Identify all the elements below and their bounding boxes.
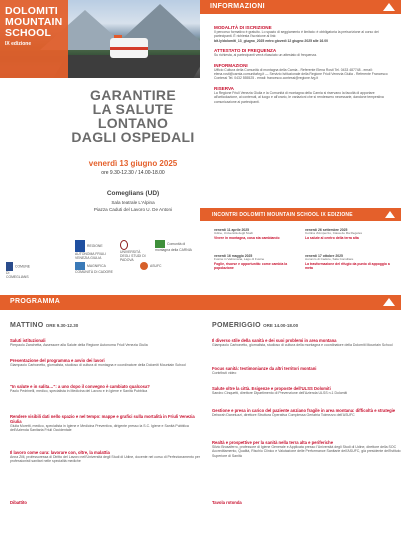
mountain-icon (383, 3, 395, 11)
info-heading: RISERVA (214, 85, 234, 91)
event-venue: Sala teatrale L'Alpina (111, 200, 155, 205)
programma-item: Saluti istituzionali Pierpaolo Zanchetta, Assessore alla Salute della Regione Autonoma Friuli Venezia Giulia (10, 338, 148, 347)
registration-link[interactable]: bit.ly/dolomiti_13_giugno_2025 entro giovedì 12 giugno 2025 alle 16.00 (214, 38, 328, 43)
event-address: Piazza Caduti del Lavoro U. De Antoni (93, 207, 173, 212)
logo-montagna: Comunità di montagna della CARNIA (155, 241, 192, 252)
edition-label: IX edizione (5, 41, 32, 47)
info-text: La Regione Friuli Venezia Giulia e la Comunità di montagna della Carnia si riservano la facoltà di apportare all'articolazione, ai contenuti, al luogo e all'orario, le variazioni che si rendessero necessarie, dandone tempestiva comunicazione ai partecipanti. (214, 90, 384, 104)
headline (68, 88, 198, 144)
info-heading: INFORMAZIONI (214, 62, 248, 68)
incontri-title: INCONTRI DOLOMITI MOUNTAIN SCHOOL IX EDIZIONE (212, 211, 353, 218)
info-text: Il percorso formativo è gratuito. Lo spazio di seggiamento è limitato: è obbligatoria la preiscrizione al corso dei partecipanti. È richiesta l'iscrizione al link: (214, 30, 379, 39)
headline-line: GARANTIRE (90, 87, 176, 103)
programma-item: Realtà e prospettive per la sanità nella terra alta e periferiche Silvio Brusaferro, professore di Igiene Generale e Applicata presso l'Università degli Studi di Udine, direttore della SOC Accreditamento, Qualità, Rischio Clinico e Valutazione delle Performance Sanitarie dell'ASUFC, già presidente dell'Istituto Superiore di Sanità (212, 440, 401, 458)
incontri-header-bar (200, 208, 401, 221)
logo-magnifica: MAGNIFICA COMUNITÀ DI CADORE (75, 263, 113, 274)
programma-item: Rendere visibili dati nello spazio e nel tempo: mappe e grafici sulla mortalità in Friuli Venezia Giulia Giulia Moretti, medico, specialista in Igiene e Medicina Preventiva, dirigente presso la S.C. Igiene e Sanità Pubblica dell'Azienda Sanitaria Friuli Occidentale (10, 414, 195, 433)
programma-header-bar (0, 295, 401, 310)
session-pomeriggio: POMERIGGIO ORE 14.00-18.00 (212, 322, 299, 329)
programma-item: Presentazione del programma e avvio dei lavori Giampaolo Carbonetto, giornalista, studioso di cultura di montagna e coordinatore della Dolomiti Mountain School (10, 358, 186, 367)
info-heading: ATTESTATO DI FREQUENZA (214, 48, 277, 54)
headline-line: DAGLI OSPEDALI (71, 129, 195, 145)
info-header-bar (200, 0, 401, 14)
info-heading: MODALITÀ DI ISCRIZIONE (214, 25, 272, 30)
incontro-event: venerdì 11 aprile 2025 Udine, Università degli Studi Vivere in montagna, cosa sta cambiando (214, 228, 280, 240)
event-date: venerdì 13 giugno 2025 (88, 159, 178, 168)
programma-item: Focus sanità: testimonianze da altri territori montani Contributi video (212, 366, 317, 375)
event-title-line: DOLOMITI (5, 5, 58, 17)
incontro-event: venerdì 16 maggio 2025 Fusine in Valromana, Lago di Fusine Foglie, risorse e opportunità: come cambia la popolazione (214, 254, 288, 270)
incontro-event: venerdì 17 ottobre 2025 Auronzo di Cadore, Sala Consiliare La trasformazione del rifugio da punto di appoggio a meta (305, 254, 390, 270)
event-time: ore 9.30-12.30 / 14.00-18.00 (101, 170, 165, 176)
event-title-block (0, 0, 68, 78)
programma-title: PROGRAMMA (10, 298, 61, 305)
incontro-event: venerdì 26 settembre 2025 Cortina d'Ampezzo, Ciasa de Ra Regoles La salute al centro della terra alta (305, 228, 362, 240)
logo-asufc: ASUFC (140, 262, 180, 270)
programma-item: Il diverso stile della sanità e dei suoi problemi in area montana Giampaolo Carbonetto, giornalista, studioso di cultura della montagna e coordinatore della Dolomiti Mountain School (212, 338, 393, 347)
event-title-line: SCHOOL (5, 27, 52, 39)
session-mattino: MATTINO ORE 9.30-12.30 (10, 322, 79, 329)
event-title-line: MOUNTAIN (5, 16, 63, 28)
programma-item: Dibattito (10, 500, 27, 505)
mountain-icon (385, 211, 395, 218)
headline-line: LONTANO (97, 115, 169, 131)
info-text: Ufficio Cultura della Comunità di montagna della Carnia - Referente Elena Rosti Tel. 0433 487748 - email: elena.rosti@carnia.comunitafvg.it — Servizio Istituzionale della Regione Friuli Venezia Giulia - Referente Francesco Contessi Tel. 0432 555525 - email: francesco.contessi@regione.fvg.it (214, 67, 388, 81)
logo-universita: UNIVERSITÀ DEGLI STUDI DI PADOVA (120, 240, 150, 262)
programma-item: Il lavoro come cura: lavorare con, oltre, la malattia Anna Zilli, professoressa di Diritto del Lavoro nell'Università degli Studi di Udine, docente nel corso di Perfezionamento per professionisti sanitari nelle specialità mediche (10, 450, 200, 464)
programma-item: Gestione e presa in carico del paziente anziano fragile in area montana: difficoltà e strategie Deborah Daneluzzi, direttore Struttura Operativa Complessa Geriatria Tolmezzo dell'ASUFC (212, 408, 396, 417)
info-text: Su richiesta, ai partecipanti verrà rilasciato un attestato di frequenza. (214, 53, 317, 58)
logo-comune: COMUNE DI COMEGLIANS (6, 262, 32, 279)
ambulance-image (110, 38, 148, 58)
event-city: Comeglians (UD) (106, 190, 160, 197)
info-title: INFORMAZIONI (210, 3, 265, 10)
mountain-icon (383, 298, 395, 306)
info-column (214, 20, 396, 104)
programma-item: "In salute e in salita…": a uno dopo il convegno è cambiato qualcosa? Paolo Pedrinelli, medico, specialista in Medicina del Lavoro e in Igiene e Sanità Pubblica (10, 384, 150, 393)
logo-regione: REGIONE AUTONOMA FRIULI VENEZIA GIULIA (75, 240, 111, 260)
headline-line: LA SALUTE (92, 101, 174, 117)
programma-item: Tavola rotonda (212, 500, 242, 505)
programma-item: Salute oltre la città. Esigenze e proposte dell'ULSS Dolomiti Sandro Cinquetti, direttore Dipartimento di Prevenzione dell'Azienda ULSS n.1 Dolomiti (212, 386, 348, 395)
